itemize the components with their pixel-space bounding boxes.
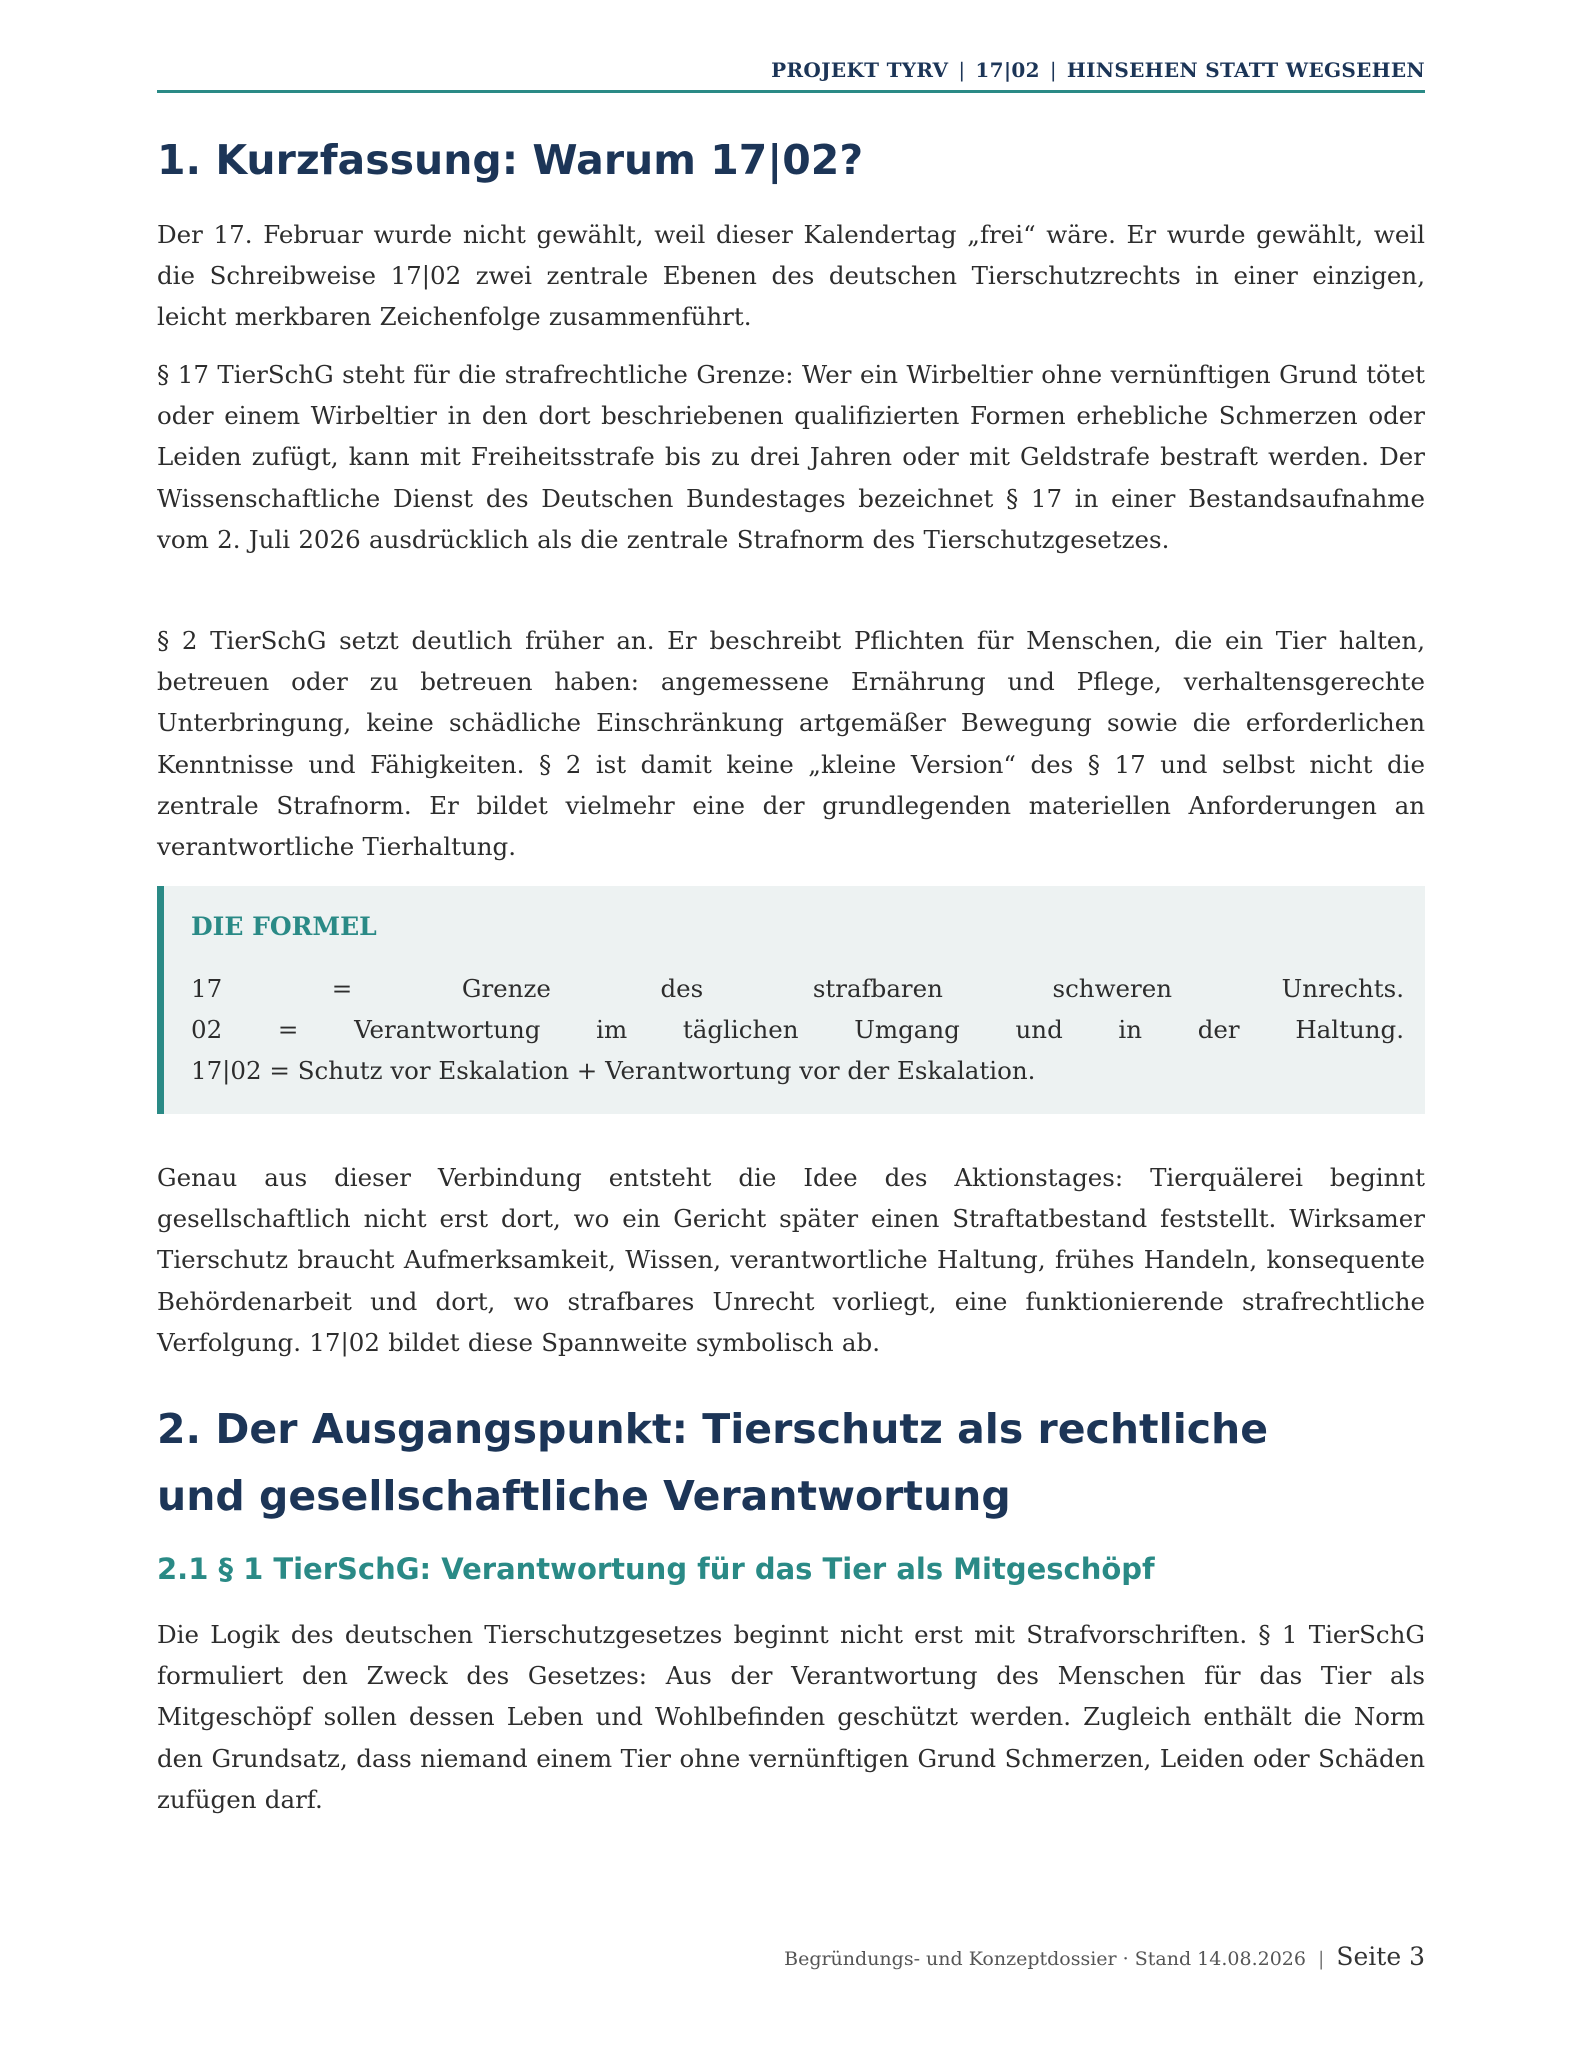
section-1-heading: 1. Kurzfassung: Warum 17|02? bbox=[157, 136, 864, 184]
callout-title: DIE FORMEL bbox=[191, 912, 377, 941]
header-project: PROJEKT TYRV bbox=[771, 58, 949, 82]
paragraph-paragraph1: Die Logik des deutschen Tierschutzgesetzes beginnt nicht erst mit Strafvorschriften. § 1 TierSchG formuliert den Zweck des Gesetzes: Aus der Verantwortung des Menschen für das Tier als Mitgeschöpf sollen dessen Leben und Wohlbefinden geschützt werden. Zugleich enthält die Norm den Grundsatz, dass niemand einem Tier ohne vernünftigen Grund Schmerzen, Leiden oder Schäden zufügen darf. bbox=[157, 1620, 1425, 1814]
section-2-heading: 2. Der Ausgangspunkt: Tierschutz als rechtliche und gesellschaftliche Verantwortung bbox=[157, 1405, 1269, 1520]
formula-line-02: 02 = Verantwortung im täglichen Umgang und in der Haltung. bbox=[191, 1015, 1404, 1045]
callout-body bbox=[191, 968, 1404, 1092]
formula-line-1702: 17|02 = Schutz vor Eskalation + Verantwortung vor der Eskalation. bbox=[191, 1056, 1036, 1086]
paragraph-paragraph17: § 17 TierSchG steht für die strafrechtliche Grenze: Wer ein Wirbeltier ohne vernünftigen Grund tötet oder einem Wirbeltier in den dort beschriebenen qualifizierten Formen erhebliche Schmerzen oder Leiden zufügt, kann mit Freiheitsstrafe bis zu drei Jahren oder mit Geldstrafe bestraft werden. Der Wissenschaftliche Dienst des Deutschen Bundestages bezeichnet § 17 in einer Bestandsaufnahme vom 2. Juli 2026 ausdrücklich als die zentrale Strafnorm des Tierschutzgesetzes. bbox=[157, 360, 1425, 554]
paragraph-intro: Der 17. Februar wurde nicht gewählt, weil dieser Kalendertag „frei“ wäre. Er wurde gewählt, weil die Schreibweise 17|02 zwei zentrale Ebenen des deutschen Tierschutzrechts in einer einzigen, leicht merkbaren Zeichenfolge zusammenführt. bbox=[157, 220, 1425, 332]
formula-callout bbox=[157, 886, 1425, 1114]
running-header: PROJEKT TYRV | 17|02 | HINSEHEN STATT WEGSEHEN bbox=[771, 58, 1425, 82]
header-code: 17|02 bbox=[975, 58, 1040, 82]
footer-info: Begründungs- und Konzeptdossier · Stand 14.08.2026 bbox=[784, 1948, 1306, 1970]
page-number: Seite 3 bbox=[1336, 1942, 1425, 1971]
paragraph-closing: Genau aus dieser Verbindung entsteht die Idee des Aktionstages: Tierquälerei beginnt gesellschaftlich nicht erst dort, wo ein Gericht später einen Straftatbestand feststellt. Wirksamer Tierschutz braucht Aufmerksamkeit, Wissen, verantwortliche Haltung, frühes Handeln, konsequente Behördenarbeit und dort, wo strafbares Unrecht vorliegt, eine funktionierende strafrechtliche Verfolgung. 17|02 bildet diese Spannweite symbolisch ab. bbox=[157, 1163, 1425, 1357]
formula-line-17: 17 = Grenze des strafbaren schweren Unrechts. bbox=[191, 974, 1404, 1003]
page-footer bbox=[784, 1942, 1425, 1971]
subsection-2-1-heading: 2.1 § 1 TierSchG: Verantwortung für das Tier als Mitgeschöpf bbox=[157, 1552, 1155, 1586]
header-rule bbox=[157, 90, 1425, 93]
header-motto: HINSEHEN STATT WEGSEHEN bbox=[1066, 58, 1425, 82]
footer-separator: | bbox=[1317, 1948, 1325, 1970]
paragraph-paragraph2: § 2 TierSchG setzt deutlich früher an. Er beschreibt Pflichten für Menschen, die ein Tier halten, betreuen oder zu betreuen haben: angemessene Ernährung und Pflege, verhaltensgerechte Unterbringung, keine schädliche Einschränkung artgemäßer Bewegung sowie die erforderlichen Kenntnisse und Fähigkeiten. § 2 ist damit keine „kleine Version“ des § 17 und selbst nicht die zentrale Strafnorm. Er bildet vielmehr eine der grundlegenden materiellen Anforderungen an verantwortliche Tierhaltung. bbox=[157, 626, 1425, 862]
